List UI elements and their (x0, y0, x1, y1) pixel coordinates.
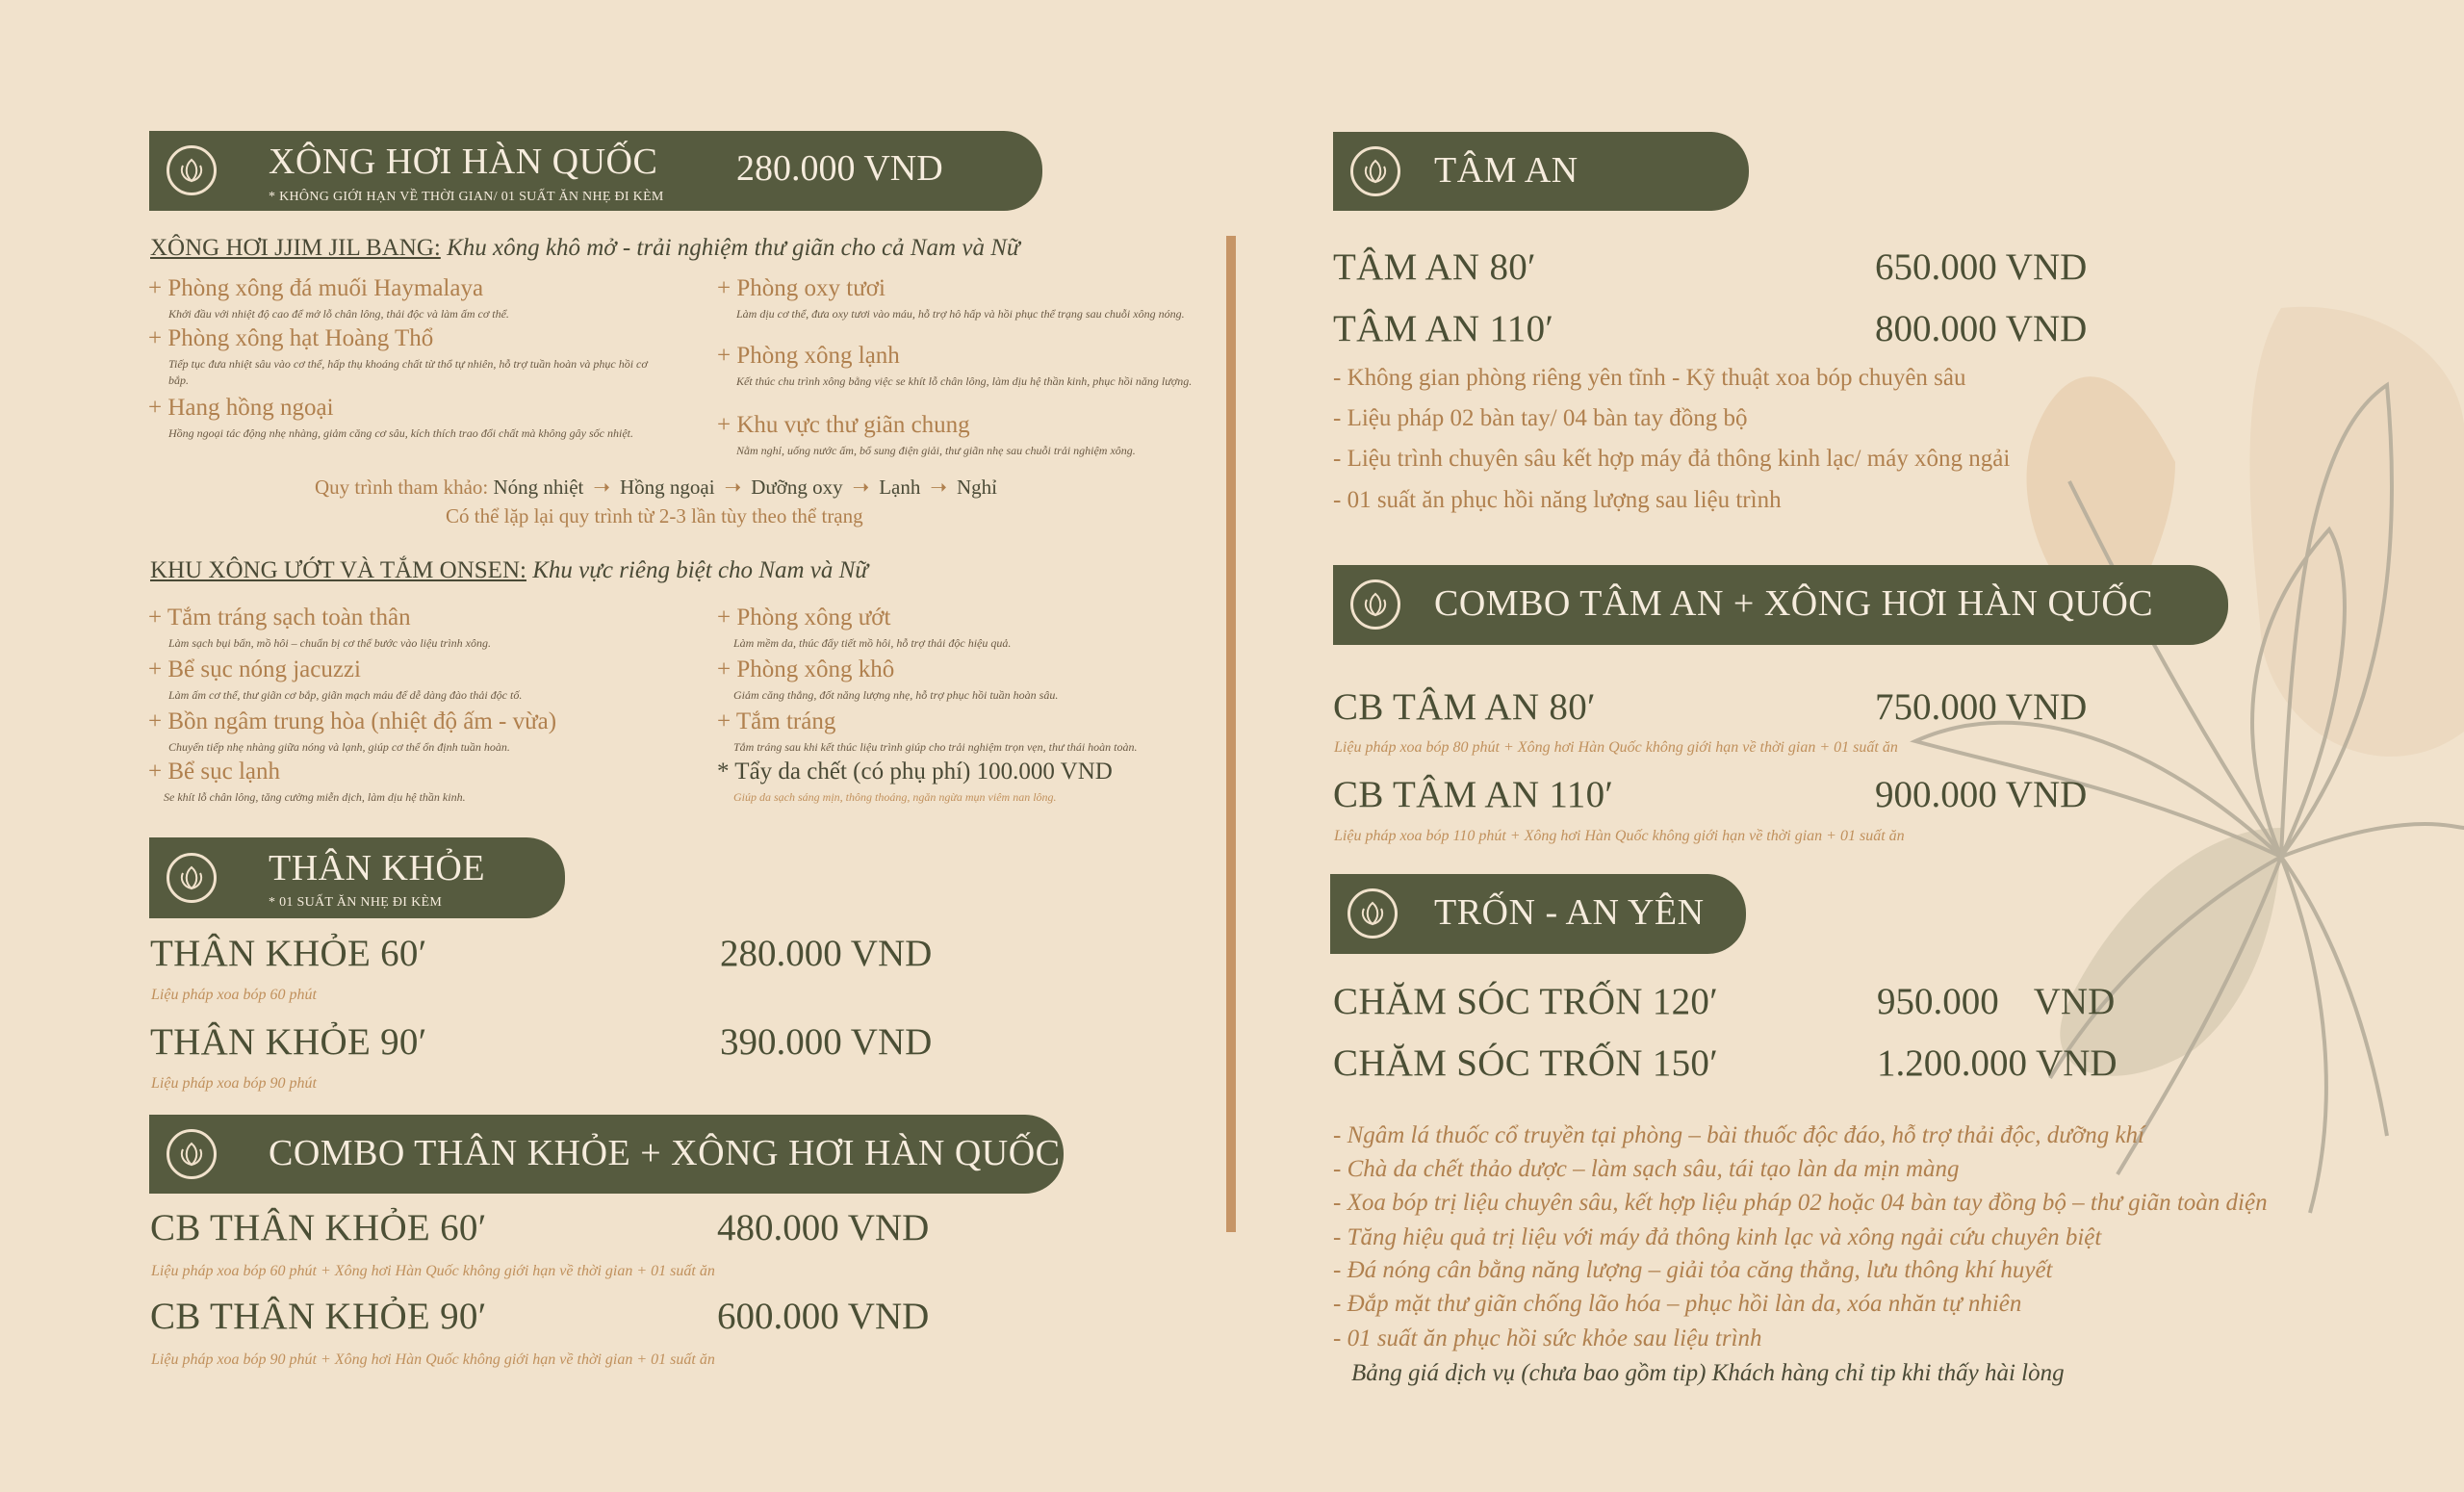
lotus-emblem-icon (1350, 146, 1400, 196)
wet-amenity: + Bồn ngâm trung hòa (nhiệt độ ấm - vừa) (148, 708, 557, 734)
service-name: CB TÂM AN 80′ (1333, 686, 1596, 728)
service-note: Liệu pháp xoa bóp 60 phút (151, 987, 317, 1003)
exfoliation-addon-desc: Giúp da sạch sáng mịn, thông thoáng, ngăn ngừa mụn viêm nan lông. (733, 790, 1057, 804)
steam-title: XÔNG HƠI HÀN QUỐC (269, 141, 658, 182)
dry-steam-heading: XÔNG HƠI JJIM JIL BANG: Khu xông khô mở - trải nghiệm thư giãn cho cả Nam và Nữ (150, 235, 1020, 261)
than-khoe-title: THÂN KHỎE (269, 848, 486, 888)
service-note: Liệu pháp xoa bóp 60 phút + Xông hơi Hàn Quốc không giới hạn về thời gian + 01 suất ăn (151, 1263, 715, 1279)
wet-amenity-desc: Làm ấm cơ thể, thư giãn cơ bắp, giãn mạch máu để dễ dàng đào thải độc tố. (168, 688, 523, 702)
column-divider (1226, 236, 1236, 1232)
exfoliation-addon: * Tẩy da chết (có phụ phí) 100.000 VND (717, 759, 1113, 785)
wet-amenity: + Phòng xông ướt (717, 605, 891, 630)
tron-an-yen-title: TRỐN - AN YÊN (1434, 892, 1705, 933)
tron-feature: - 01 suất ăn phục hồi sức khỏe sau liệu trình (1333, 1325, 1762, 1351)
service-name: TÂM AN 110′ (1333, 308, 1554, 349)
tam-an-feature: - Liệu pháp 02 bàn tay/ 04 bàn tay đồng bộ (1333, 405, 1748, 431)
tam-an-title: TÂM AN (1434, 150, 1578, 191)
service-price: 280.000 VND (720, 933, 933, 974)
lotus-emblem-icon (1348, 888, 1398, 939)
service-note: Liệu pháp xoa bóp 80 phút + Xông hơi Hàn Quốc không giới hạn về thời gian + 01 suất ăn (1334, 739, 1898, 756)
lotus-background-illustration (1829, 289, 2464, 1251)
tam-an-banner (1333, 132, 1749, 211)
tron-feature: - Tăng hiệu quả trị liệu với máy đả thông kinh lạc và xông ngải cứu chuyên biệt (1333, 1224, 2102, 1250)
wet-amenity-desc: Se khít lỗ chân lông, tăng cường miễn dịch, làm dịu hệ thần kinh. (164, 790, 466, 804)
service-name: THÂN KHỎE 60′ (150, 933, 427, 974)
steam-subtitle: * KHÔNG GIỚI HẠN VỀ THỜI GIAN/ 01 SUẤT ĂN NHẸ ĐI KÈM (269, 190, 664, 204)
tron-feature: - Chà da chết thảo dược – làm sạch sâu, tái tạo làn da mịn màng (1333, 1156, 1960, 1182)
dry-amenity-desc: Tiếp tục đưa nhiệt sâu vào cơ thể, hấp thụ khoáng chất từ thổ tự nhiên, hỗ trợ tuần hoàn và phục hồi cơ bắp. (168, 357, 648, 387)
dry-amenity-desc: Hồng ngoại tác động nhẹ nhàng, giảm căng cơ sâu, kích thích trao đổi chất mà không gây sốc nhiệt. (168, 426, 633, 440)
than-khoe-banner (149, 837, 565, 918)
dry-amenity-desc: Kết thúc chu trình xông bằng việc se khít lỗ chân lông, làm dịu hệ thần kinh, phục hồi năng lượng. (736, 374, 1193, 388)
service-price: 1.200.000 VND (1877, 1042, 2118, 1084)
service-name: CHĂM SÓC TRỐN 120′ (1333, 981, 1719, 1022)
service-note: Liệu pháp xoa bóp 110 phút + Xông hơi Hàn Quốc không giới hạn về thời gian + 01 suất ăn (1334, 828, 1905, 844)
service-price: 480.000 VND (717, 1207, 930, 1248)
process-flow: Quy trình tham khảo: Nóng nhiệt ➝ Hồng ngoại ➝ Dưỡng oxy ➝ Lạnh ➝ Nghỉ (315, 476, 997, 499)
service-note: Liệu pháp xoa bóp 90 phút + Xông hơi Hàn Quốc không giới hạn về thời gian + 01 suất ăn (151, 1351, 715, 1368)
wet-amenity: + Bể sục lạnh (148, 759, 280, 785)
combo-than-khoe-banner (149, 1115, 1064, 1194)
service-note: Liệu pháp xoa bóp 90 phút (151, 1075, 317, 1092)
service-price: 950.000 VND (1877, 981, 2116, 1022)
service-name: TÂM AN 80′ (1333, 246, 1536, 288)
lotus-emblem-icon (1350, 579, 1400, 630)
lotus-emblem-icon (167, 853, 217, 903)
service-price: 750.000 VND (1875, 686, 2088, 728)
service-price: 650.000 VND (1875, 246, 2088, 288)
service-name: CB THÂN KHỎE 60′ (150, 1207, 487, 1248)
service-name: THÂN KHỎE 90′ (150, 1021, 427, 1063)
service-price: 600.000 VND (717, 1296, 930, 1337)
service-name: CHĂM SÓC TRỐN 150′ (1333, 1042, 1719, 1084)
combo-than-khoe-title: COMBO THÂN KHỎE + XÔNG HƠI HÀN QUỐC (269, 1133, 1061, 1173)
wet-amenity-desc: Tắm tráng sau khi kết thúc liệu trình giúp cho trải nghiệm trọn vẹn, thư thái hoàn toàn. (733, 740, 1138, 754)
wet-amenity: + Phòng xông khô (717, 656, 895, 682)
tam-an-feature: - 01 suất ăn phục hồi năng lượng sau liệu trình (1333, 487, 1782, 513)
dry-amenity: + Phòng xông lạnh (717, 343, 900, 369)
service-price: 900.000 VND (1875, 774, 2088, 815)
process-note: Có thể lặp lại quy trình từ 2-3 lần tùy theo thể trạng (446, 504, 863, 527)
dry-amenity: + Phòng xông đá muối Haymalaya (148, 275, 484, 301)
wet-amenity-desc: Làm mềm da, thúc đẩy tiết mồ hôi, hỗ trợ thải độc hiệu quả. (733, 636, 1012, 650)
than-khoe-subtitle: * 01 SUẤT ĂN NHẸ ĐI KÈM (269, 895, 443, 910)
lotus-emblem-icon (167, 1129, 217, 1179)
tron-feature: - Ngâm lá thuốc cổ truyền tại phòng – bài thuốc độc đáo, hỗ trợ thải độc, dưỡng khí (1333, 1122, 2145, 1148)
tron-feature: - Đá nóng cân bằng năng lượng – giải tỏa căng thẳng, lưu thông khí huyết (1333, 1257, 2053, 1283)
steam-price: 280.000 VND (736, 148, 943, 189)
wet-steam-heading: KHU XÔNG ƯỚT VÀ TẮM ONSEN: Khu vực riêng biệt cho Nam và Nữ (150, 557, 868, 583)
dry-amenity: + Hang hồng ngoại (148, 395, 334, 421)
lotus-emblem-icon (167, 145, 217, 195)
tam-an-feature: - Không gian phòng riêng yên tĩnh - Kỹ thuật xoa bóp chuyên sâu (1333, 365, 1966, 391)
combo-tam-an-title: COMBO TÂM AN + XÔNG HƠI HÀN QUỐC (1434, 583, 2154, 624)
service-price: 390.000 VND (720, 1021, 933, 1063)
dry-amenity: + Phòng oxy tươi (717, 275, 886, 301)
tron-feature: - Đắp mặt thư giãn chống lão hóa – phục hồi làn da, xóa nhăn tự nhiên (1333, 1291, 2022, 1317)
tam-an-feature: - Liệu trình chuyên sâu kết hợp máy đả thông kinh lạc/ máy xông ngải (1333, 446, 2011, 472)
service-name: CB TÂM AN 110′ (1333, 774, 1614, 815)
wet-amenity: + Tắm tráng sạch toàn thân (148, 605, 411, 630)
dry-amenity-desc: Nằm nghỉ, uống nước ấm, bổ sung điện giải, thư giãn nhẹ sau chuỗi trải nghiệm xông. (736, 444, 1136, 457)
wet-amenity: + Tắm tráng (717, 708, 836, 734)
dry-amenity: + Khu vực thư giãn chung (717, 412, 970, 438)
dry-amenity-desc: Khởi đầu với nhiệt độ cao để mở lỗ chân lông, thải độc và làm ấm cơ thể. (168, 307, 509, 321)
wet-amenity-desc: Chuyển tiếp nhẹ nhàng giữa nóng và lạnh, giúp cơ thể ổn định tuần hoàn. (168, 740, 510, 754)
price-footer-note: Bảng giá dịch vụ (chưa bao gồm tip) Khách hàng chỉ tip khi thấy hài lòng (1351, 1360, 2065, 1386)
dry-amenity-desc: Làm dịu cơ thể, đưa oxy tươi vào máu, hỗ trợ hô hấp và hồi phục thể trạng sau chuỗi xông nóng. (736, 307, 1185, 321)
dry-amenity: + Phòng xông hạt Hoàng Thổ (148, 325, 434, 351)
service-name: CB THÂN KHỎE 90′ (150, 1296, 487, 1337)
service-price: 800.000 VND (1875, 308, 2088, 349)
wet-amenity: + Bể sục nóng jacuzzi (148, 656, 361, 682)
tron-an-yen-banner (1330, 874, 1746, 954)
tron-feature: - Xoa bóp trị liệu chuyên sâu, kết hợp liệu pháp 02 hoặc 04 bàn tay đồng bộ – thư giãn toàn diện (1333, 1190, 2268, 1216)
combo-tam-an-banner (1333, 565, 2228, 645)
steam-banner (149, 131, 1042, 211)
wet-amenity-desc: Làm sạch bụi bẩn, mồ hôi – chuẩn bị cơ thể bước vào liệu trình xông. (168, 636, 491, 650)
wet-amenity-desc: Giảm căng thẳng, đốt năng lượng nhẹ, hỗ trợ phục hồi tuần hoàn sâu. (733, 688, 1059, 702)
